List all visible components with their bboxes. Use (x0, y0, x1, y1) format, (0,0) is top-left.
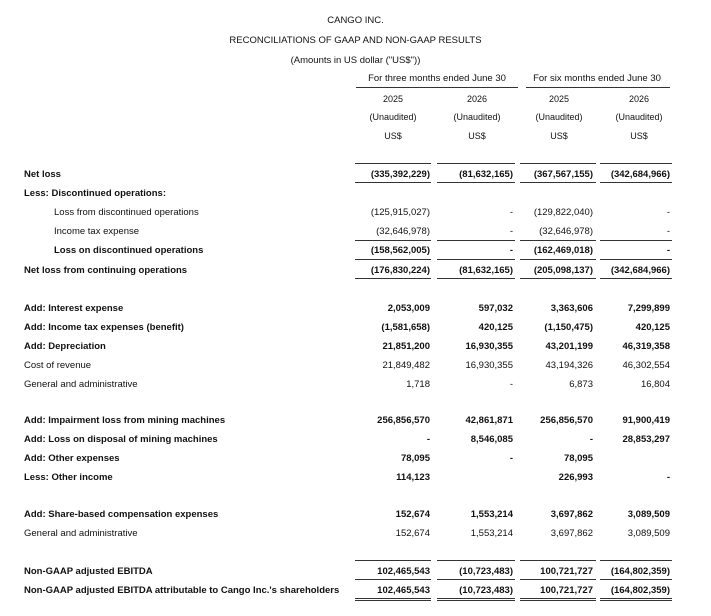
col-status: (Unaudited) (453, 112, 501, 122)
rule (355, 240, 431, 241)
rule (600, 560, 672, 561)
rule (355, 278, 431, 279)
row-value: (32,646,978) (376, 226, 430, 237)
row-value: 42,861,871 (465, 415, 513, 426)
row-label: Income tax expense (54, 226, 140, 237)
row-label: Add: Share-based compensation expenses (24, 509, 219, 520)
row-label: Net loss (24, 169, 61, 180)
row-value: 226,993 (558, 472, 593, 483)
row-value: - (666, 472, 670, 483)
row-value: 28,853,297 (622, 434, 670, 445)
row-value: (1,581,658) (381, 322, 430, 333)
rule (600, 579, 672, 580)
row-value: - (666, 226, 670, 237)
row-label: Add: Impairment loss from mining machines (24, 415, 226, 426)
row-label: Add: Loss on disposal of mining machines (24, 434, 218, 445)
row-label: Loss on discontinued operations (54, 245, 204, 256)
row-value: - (666, 245, 670, 256)
row-value: 21,849,482 (382, 360, 430, 371)
rule (600, 182, 672, 183)
row-value: - (426, 434, 430, 445)
row-value: (32,646,978) (539, 226, 593, 237)
row-value: 43,194,326 (545, 360, 593, 371)
row-value: 420,125 (635, 322, 670, 333)
row-value: 3,363,606 (550, 303, 593, 314)
row-value: - (666, 207, 670, 218)
row-value: 597,032 (478, 303, 513, 314)
rule (520, 240, 596, 241)
row-value: 152,674 (395, 528, 430, 539)
col-currency: US$ (384, 131, 402, 141)
group-underline (356, 87, 518, 88)
rule (600, 278, 672, 279)
row-value: 43,201,199 (545, 341, 593, 352)
row-label: Add: Income tax expenses (benefit) (24, 322, 184, 333)
group-six-months: For six months ended June 30 (533, 73, 661, 84)
row-value: 152,674 (395, 509, 430, 520)
row-label: General and administrative (24, 528, 138, 539)
row-value: 3,089,509 (627, 509, 670, 520)
rule (437, 259, 515, 260)
row-label: Non-GAAP adjusted EBITDA (24, 566, 153, 577)
row-value: 16,930,355 (465, 341, 513, 352)
row-value: (81,632,165) (459, 169, 513, 180)
row-value: 6,873 (569, 379, 593, 390)
col-year: 2025 (382, 94, 404, 104)
rule (600, 259, 672, 260)
rule (355, 259, 431, 260)
row-value: 420,125 (478, 322, 513, 333)
col-status: (Unaudited) (535, 112, 583, 122)
row-value: (81,632,165) (459, 265, 513, 276)
row-label: Less: Discontinued operations: (24, 188, 166, 199)
rule (437, 163, 515, 164)
units-note: (Amounts in US dollar ("US$")) (290, 55, 421, 66)
row-value: 114,123 (396, 472, 430, 483)
row-value: - (509, 453, 513, 464)
row-value: 3,089,509 (627, 528, 670, 539)
row-value: - (589, 434, 593, 445)
row-value: (335,392,229) (370, 169, 430, 180)
row-label: General and administrative (24, 379, 138, 390)
row-value: 3,697,862 (550, 528, 593, 539)
row-value: 16,804 (640, 379, 670, 390)
row-label: Cost of revenue (24, 360, 92, 371)
row-value: - (509, 226, 513, 237)
rule (520, 182, 596, 183)
row-value: 46,319,358 (622, 341, 670, 352)
row-value: (10,723,483) (459, 566, 513, 577)
row-value: (158,562,005) (370, 245, 430, 256)
rule (355, 182, 431, 183)
rule (355, 560, 431, 561)
rule (437, 278, 515, 279)
row-label: Less: Other income (24, 472, 113, 483)
rule (355, 163, 431, 164)
col-year: 2026 (628, 94, 650, 104)
row-value: 100,721,727 (540, 585, 593, 596)
row-value: (367,567,155) (533, 169, 593, 180)
group-underline (526, 87, 670, 88)
rule (437, 579, 515, 580)
row-value: 1,553,214 (470, 509, 513, 520)
row-value: - (509, 207, 513, 218)
row-value: (125,915,027) (370, 207, 430, 218)
rule (437, 182, 515, 183)
rule (520, 579, 596, 580)
row-value: 16,930,355 (465, 360, 513, 371)
row-value: (1,150,475) (544, 322, 593, 333)
rule (520, 163, 596, 164)
row-label: Loss from discontinued operations (54, 207, 199, 218)
rule (437, 560, 515, 561)
row-label: Add: Other expenses (24, 453, 120, 464)
row-value: 102,465,543 (377, 566, 430, 577)
rule (520, 259, 596, 260)
col-currency: US$ (468, 131, 486, 141)
row-value: 78,095 (400, 453, 430, 464)
row-value: (176,830,224) (370, 265, 430, 276)
row-value: 91,900,419 (622, 415, 670, 426)
double-rule (355, 598, 431, 601)
rule (600, 163, 672, 164)
row-value: (164,802,359) (610, 585, 670, 596)
col-status: (Unaudited) (369, 112, 417, 122)
rule (520, 278, 596, 279)
row-value: 256,856,570 (377, 415, 430, 426)
rule (437, 240, 515, 241)
row-label: Net loss from continuing operations (24, 265, 188, 276)
row-value: 3,697,862 (550, 509, 593, 520)
rule (600, 240, 672, 241)
row-value: 21,851,200 (382, 341, 430, 352)
row-value: (342,684,966) (610, 169, 670, 180)
row-value: 2,053,009 (387, 303, 430, 314)
row-label: Add: Depreciation (24, 341, 106, 352)
row-label: Add: Interest expense (24, 303, 124, 314)
row-value: 102,465,543 (377, 585, 430, 596)
row-value: 78,095 (563, 453, 593, 464)
company-name: CANGO INC. (327, 15, 384, 26)
row-value: (10,723,483) (459, 585, 513, 596)
report-title: RECONCILIATIONS OF GAAP AND NON-GAAP RESULTS (229, 35, 482, 46)
group-three-months: For three months ended June 30 (368, 73, 506, 84)
col-currency: US$ (550, 131, 568, 141)
row-label: Non-GAAP adjusted EBITDA attributable to Cango Inc.'s shareholders (24, 585, 340, 596)
row-value: 100,721,727 (540, 566, 593, 577)
double-rule (600, 598, 672, 601)
row-value: 46,302,554 (622, 360, 670, 371)
row-value: (162,469,018) (533, 245, 593, 256)
row-value: (342,684,966) (610, 265, 670, 276)
col-year: 2026 (466, 94, 488, 104)
double-rule (437, 598, 515, 601)
row-value: - (509, 379, 513, 390)
row-value: 1,718 (406, 379, 430, 390)
row-value: 7,299,899 (627, 303, 670, 314)
row-value: 1,553,214 (470, 528, 513, 539)
rule (355, 579, 431, 580)
row-value: (129,822,040) (533, 207, 593, 218)
row-value: 256,856,570 (540, 415, 593, 426)
row-value: 8,546,085 (470, 434, 513, 445)
col-currency: US$ (630, 131, 648, 141)
rule (520, 560, 596, 561)
row-value: (205,098,137) (533, 265, 593, 276)
col-status: (Unaudited) (615, 112, 663, 122)
col-year: 2025 (548, 94, 570, 104)
row-value: (164,802,359) (610, 566, 670, 577)
row-value: - (509, 245, 513, 256)
double-rule (520, 598, 596, 601)
